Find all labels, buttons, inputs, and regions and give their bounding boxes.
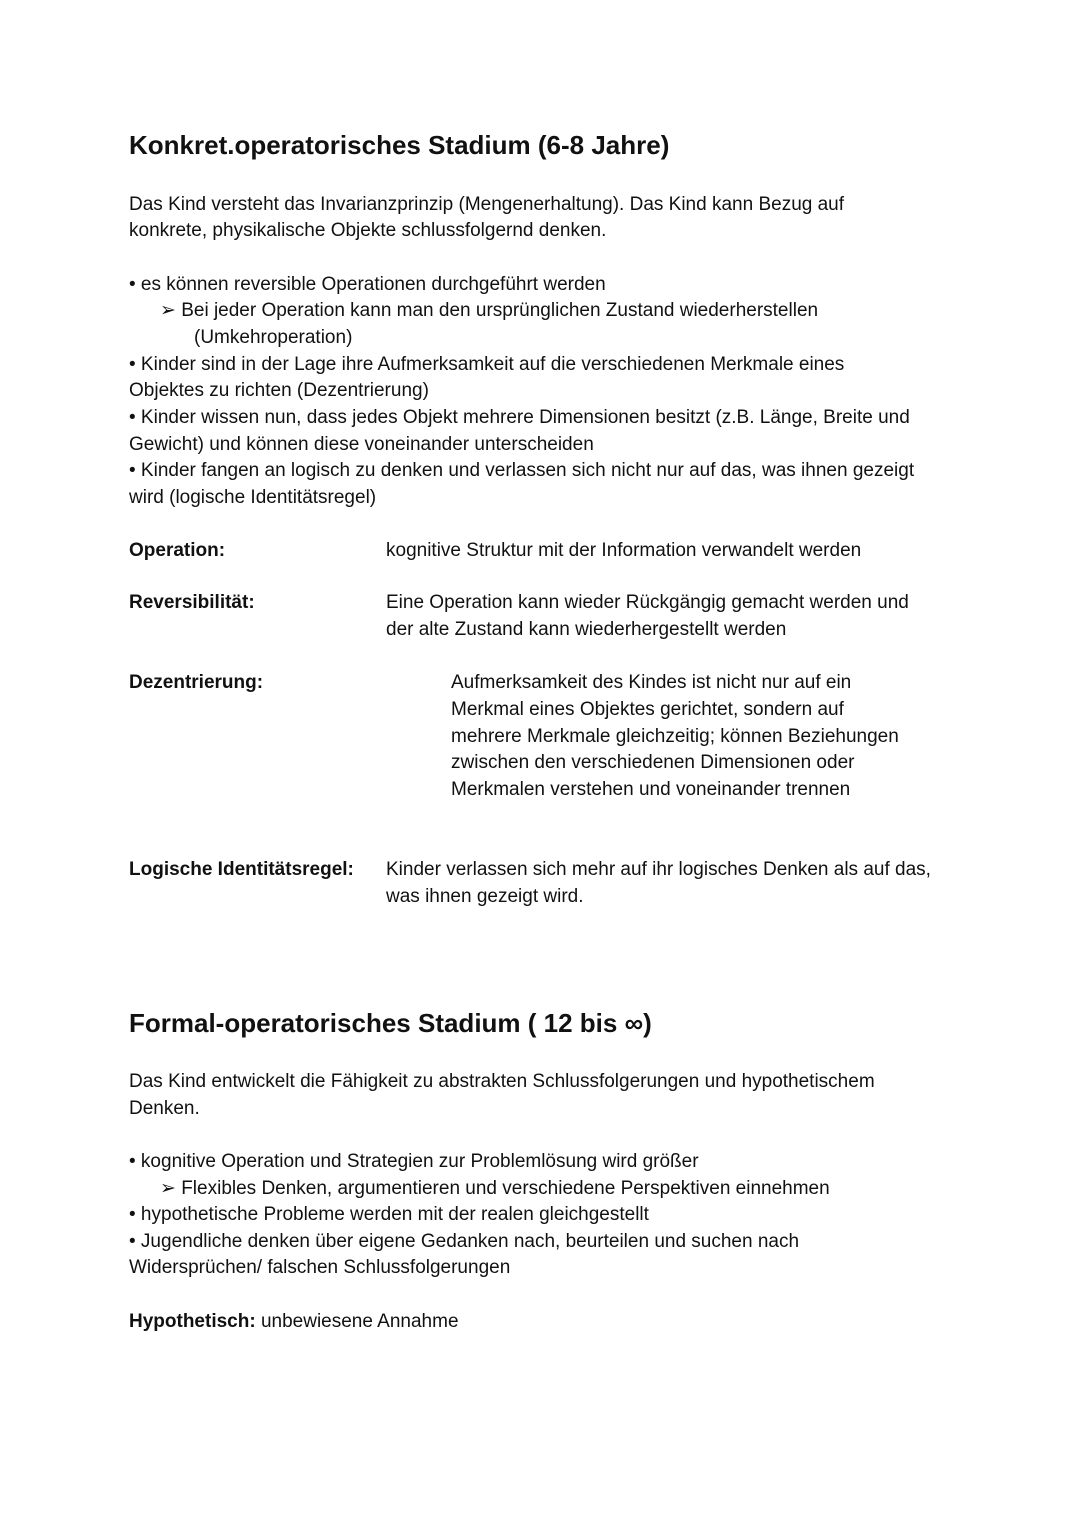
def-decentration-line3: mehrere Merkmale gleichzeitig; können Beziehungen bbox=[451, 726, 899, 747]
section1-sub1-line2: (Umkehroperation) bbox=[194, 327, 353, 348]
section1-intro-line2: konkrete, physikalische Objekte schlussfolgernd denken. bbox=[129, 220, 607, 241]
def-identity-line1: Kinder verlassen sich mehr auf ihr logisches Denken als auf das, bbox=[386, 859, 931, 880]
section2-heading: Formal-operatorisches Stadium ( 12 bis ∞) bbox=[129, 1008, 652, 1038]
def-decentration-line2: Merkmal eines Objektes gerichtet, sondern auf bbox=[451, 699, 844, 720]
section1-bullet1: • es können reversible Operationen durchgeführt werden bbox=[129, 274, 606, 295]
hypothetical-definition bbox=[129, 1309, 459, 1336]
section1-heading: Konkret.operatorisches Stadium (6-8 Jahre) bbox=[129, 130, 670, 160]
section2-bullet3-line1: • Jugendliche denken über eigene Gedanken nach, beurteilen und suchen nach bbox=[129, 1231, 800, 1252]
section2-bullet3-line2: Widersprüchen/ falschen Schlussfolgerungen bbox=[129, 1257, 511, 1278]
section1-bullet3-line2: Gewicht) und können diese voneinander unterscheiden bbox=[129, 434, 594, 455]
term-hypothetical: Hypothetisch: bbox=[129, 1311, 256, 1332]
def-decentration-line1: Aufmerksamkeit des Kindes ist nicht nur auf ein bbox=[451, 672, 852, 693]
section1-intro-line1: Das Kind versteht das Invarianzprinzip (Mengenerhaltung). Das Kind kann Bezug auf bbox=[129, 194, 845, 215]
section2-bullet1: • kognitive Operation und Strategien zur Problemlösung wird größer bbox=[129, 1151, 699, 1172]
section2-intro-line2: Denken. bbox=[129, 1098, 200, 1119]
def-hypothetical: unbewiesene Annahme bbox=[255, 1311, 459, 1332]
section1-bullet4-line1: • Kinder fangen an logisch zu denken und verlassen sich nicht nur auf das, was ihnen gezeigt bbox=[129, 460, 915, 481]
def-reversibility-line2: der alte Zustand kann wiederhergestellt werden bbox=[386, 619, 787, 640]
def-identity-line2: was ihnen gezeigt wird. bbox=[386, 886, 584, 907]
section2-bullet2: • hypothetische Probleme werden mit der realen gleichgestellt bbox=[129, 1204, 649, 1225]
section1-bullet2-line2: Objektes zu richten (Dezentrierung) bbox=[129, 380, 429, 401]
term-reversibility: Reversibilität: bbox=[129, 592, 255, 613]
term-decentration: Dezentrierung: bbox=[129, 672, 264, 693]
def-decentration-line5: Merkmalen verstehen und voneinander trennen bbox=[451, 779, 851, 800]
section1-bullet3-line1: • Kinder wissen nun, dass jedes Objekt mehrere Dimensionen besitzt (z.B. Länge, Breite und bbox=[129, 407, 910, 428]
term-operation: Operation: bbox=[129, 540, 226, 561]
term-identity-rule: Logische Identitätsregel: bbox=[129, 859, 354, 880]
section2-intro-line1: Das Kind entwickelt die Fähigkeit zu abstrakten Schlussfolgerungen und hypothetischem bbox=[129, 1071, 875, 1092]
section1-bullet2-line1: • Kinder sind in der Lage ihre Aufmerksamkeit auf die verschiedenen Merkmale eines bbox=[129, 354, 845, 375]
section1-bullet4-line2: wird (logische Identitätsregel) bbox=[129, 487, 377, 508]
section2-sub1: ➢ Flexibles Denken, argumentieren und verschiedene Perspektiven einnehmen bbox=[160, 1178, 830, 1199]
def-operation: kognitive Struktur mit der Information verwandelt werden bbox=[386, 540, 862, 561]
def-reversibility-line1: Eine Operation kann wieder Rückgängig gemacht werden und bbox=[386, 592, 909, 613]
section1-sub1-line1: ➢ Bei jeder Operation kann man den ursprünglichen Zustand wiederherstellen bbox=[160, 300, 819, 321]
def-decentration-line4: zwischen den verschiedenen Dimensionen oder bbox=[451, 752, 855, 773]
